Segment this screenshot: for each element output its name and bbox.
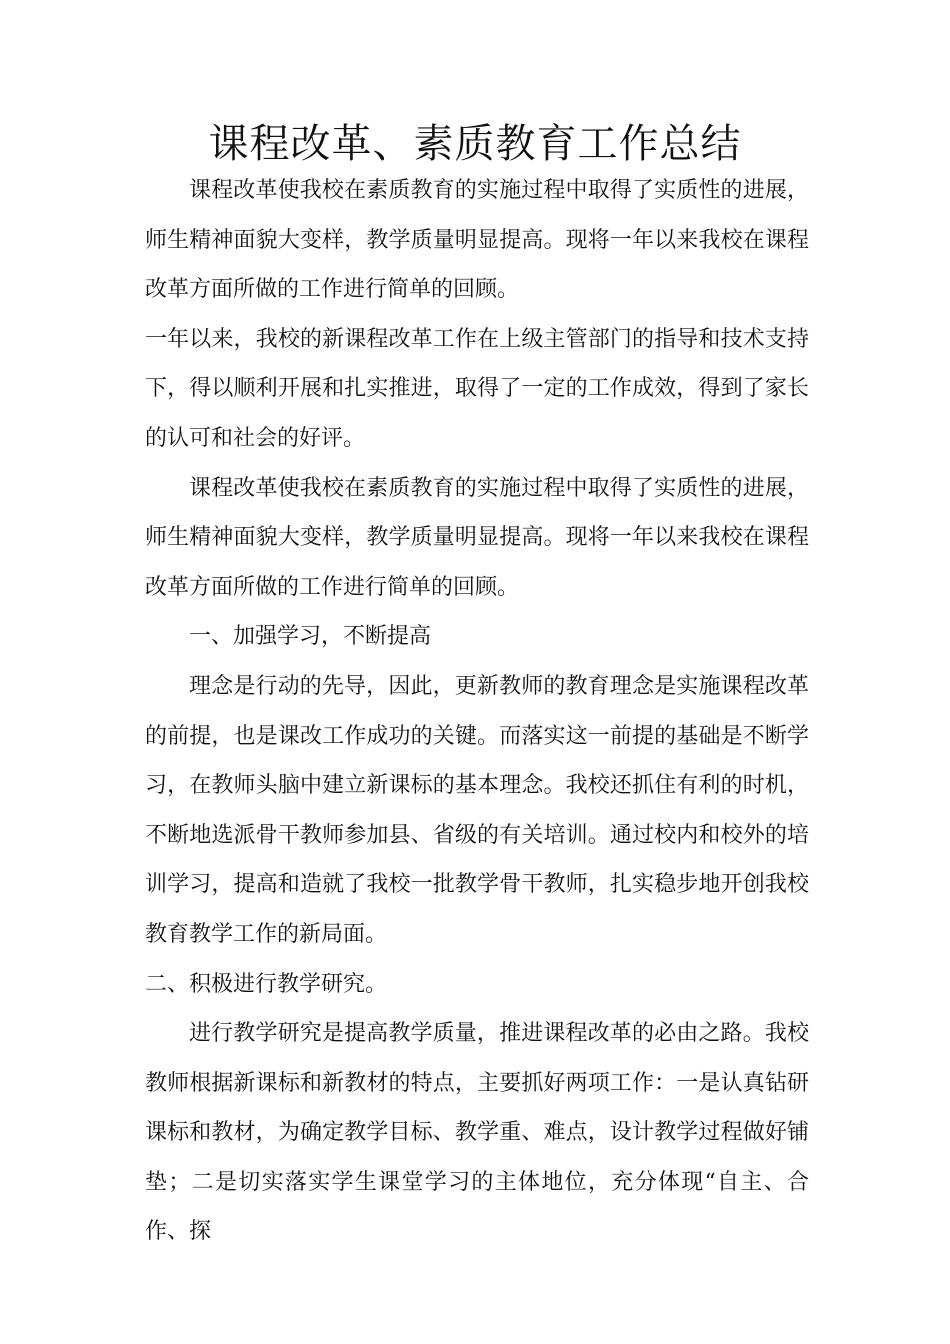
paragraph-intro: 课程改革使我校在素质教育的实施过程中取得了实质性的进展，师生精神面貌大变样，教学质量明显提高。现将一年以来我校在课程改革方面所做的工作进行简单的回顾。 [145, 178, 809, 303]
paragraph-year-review: 一年以来，我校的新课程改革工作在上级主管部门的指导和技术支持下，得以顺利开展和扎实推进，取得了一定的工作成效，得到了家长的认可和社会的好评。 [145, 326, 809, 451]
section-heading-research: 二、积极进行教学研究。 [145, 971, 388, 997]
section-heading-learning: 一、加强学习，不断提高 [189, 624, 432, 650]
document-title: 课程改革、素质教育工作总结 [208, 121, 742, 167]
paragraph-research: 进行教学研究是提高教学质量，推进课程改革的必由之路。我校教师根据新课标和新教材的特点，主要抓好两项工作：一是认真钻研课标和教材，为确定教学目标、教学重、难点，设计教学过程做好铺垫；二是切实落实学生课堂学习的主体地位，充分体现“自主、合作、探 [145, 1021, 809, 1245]
paragraph-intro-repeat: 课程改革使我校在素质教育的实施过程中取得了实质性的进展，师生精神面貌大变样，教学质量明显提高。现将一年以来我校在课程改革方面所做的工作进行简单的回顾。 [145, 475, 809, 600]
paragraph-learning: 理念是行动的先导，因此，更新教师的教育理念是实施课程改革的前提，也是课改工作成功的关键。而落实这一前提的基础是不断学习，在教师头脑中建立新课标的基本理念。我校还抓住有利的时机，不断地选派骨干教师参加县、省级的有关培训。通过校内和校外的培训学习，提高和造就了我校一批教学骨干教师，扎实稳步地开创我校教育教学工作的新局面。 [145, 673, 809, 947]
document-body [145, 166, 809, 1257]
